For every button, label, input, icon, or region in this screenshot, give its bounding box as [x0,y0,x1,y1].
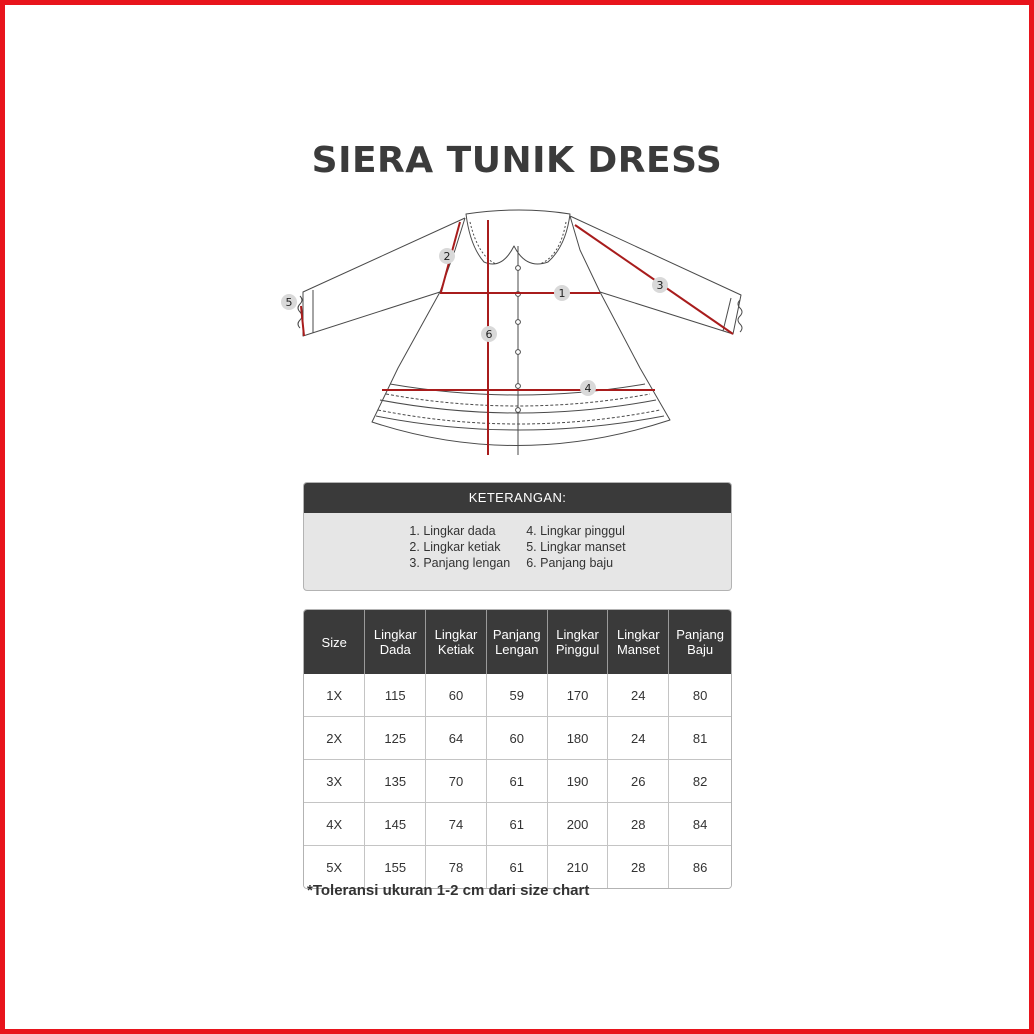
svg-text:3: 3 [656,279,664,292]
legend-item: 3. Panjang lengan [409,556,511,570]
table-cell: 115 [365,674,426,717]
table-cell: 3X [304,760,365,803]
table-cell: 180 [548,717,609,760]
size-chart-table [303,609,732,889]
marker-1 [554,285,570,301]
header-lingkar-ketiak: Lingkar Ketiak [426,610,487,674]
marker-5 [281,294,297,310]
table-cell: 70 [426,760,487,803]
table-cell: 64 [426,717,487,760]
table-cell: 28 [608,803,669,846]
tolerance-note: *Toleransi ukuran 1-2 cm dari size chart [307,882,590,899]
header-size: Size [304,610,365,674]
table-cell: 125 [365,717,426,760]
table-cell: 81 [669,717,731,760]
table-cell: 4X [304,803,365,846]
table-cell: 60 [426,674,487,717]
table-cell: 210 [548,846,609,888]
table-cell: 2X [304,717,365,760]
header-lingkar-dada: Lingkar Dada [365,610,426,674]
table-cell: 200 [548,803,609,846]
table-cell: 59 [487,674,548,717]
dress-illustration [270,200,760,470]
table-cell: 74 [426,803,487,846]
table-cell: 82 [669,760,731,803]
table-cell: 61 [487,760,548,803]
legend-item: 5. Lingkar manset [526,540,626,554]
table-cell: 145 [365,803,426,846]
svg-text:1: 1 [558,287,566,300]
marker-2 [439,248,455,264]
table-cell: 28 [608,846,669,888]
legend-column-2 [526,523,625,571]
svg-text:5: 5 [285,296,293,309]
table-cell: 24 [608,674,669,717]
header-panjang-lengan: Panjang Lengan [487,610,548,674]
legend-box [303,482,732,591]
svg-text:6: 6 [485,328,493,341]
table-cell: 61 [487,803,548,846]
header-lingkar-manset: Lingkar Manset [608,610,669,674]
marker-3 [652,277,668,293]
table-cell: 60 [487,717,548,760]
svg-text:2: 2 [443,250,451,263]
header-lingkar-pinggul: Lingkar Pinggul [548,610,609,674]
legend-column-1 [409,523,510,571]
table-row [304,803,731,846]
table-cell: 190 [548,760,609,803]
legend-heading: KETERANGAN: [304,483,731,513]
table-header-row [304,610,731,674]
marker-6 [481,326,497,342]
legend-item: 6. Panjang baju [526,556,614,570]
table-cell: 5X [304,846,365,888]
table-row [304,717,731,760]
table-cell: 155 [365,846,426,888]
marker-4 [580,380,596,396]
table-cell: 135 [365,760,426,803]
page-title: SIERA TUNIK DRESS [311,140,723,181]
table-cell: 26 [608,760,669,803]
table-row [304,674,731,717]
legend-item: 2. Lingkar ketiak [409,540,501,554]
table-cell: 80 [669,674,731,717]
table-row [304,760,731,803]
table-cell: 1X [304,674,365,717]
table-cell: 78 [426,846,487,888]
legend-item: 1. Lingkar dada [409,524,496,538]
table-cell: 86 [669,846,731,888]
table-cell: 84 [669,803,731,846]
table-cell: 170 [548,674,609,717]
table-cell: 24 [608,717,669,760]
legend-item: 4. Lingkar pinggul [526,524,625,538]
header-panjang-baju: Panjang Baju [669,610,731,674]
svg-text:4: 4 [584,382,592,395]
table-cell: 61 [487,846,548,888]
